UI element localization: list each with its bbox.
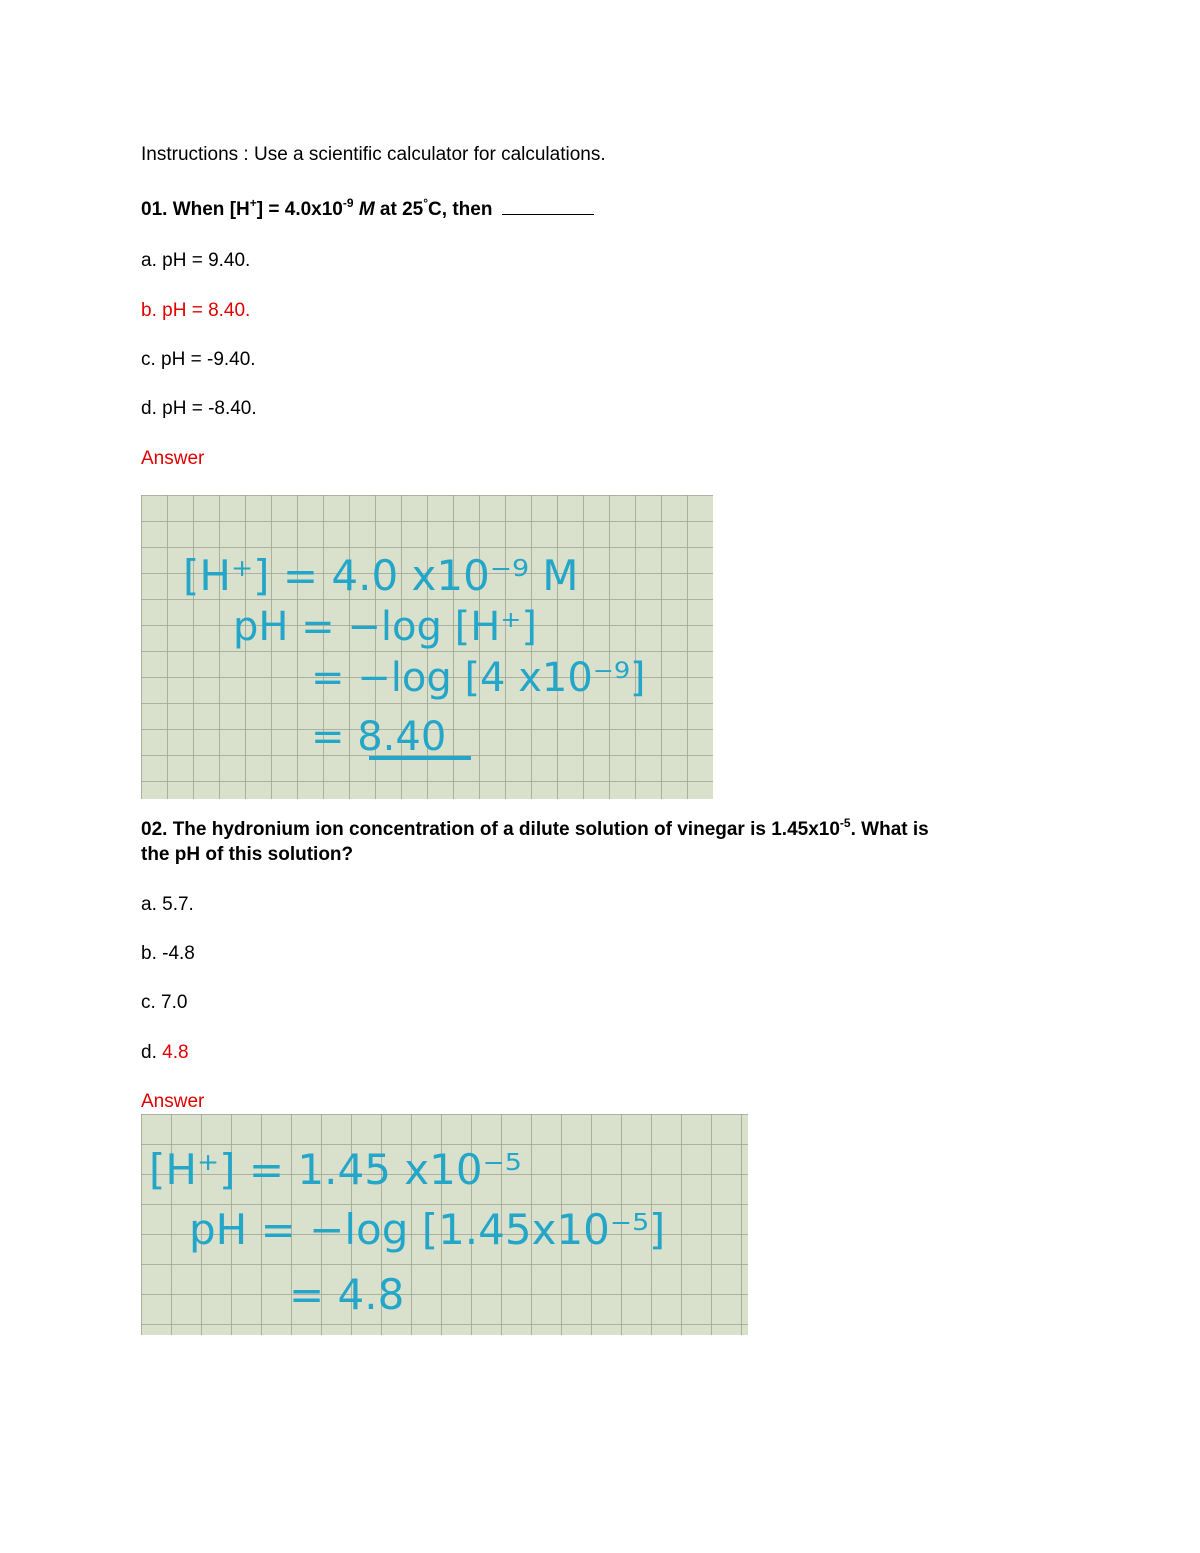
q2-option-d xyxy=(141,1041,189,1065)
q2-hw-line-2: pH = −log [1.45x10⁻⁵] xyxy=(189,1205,666,1254)
q1-stem-a: When [H xyxy=(172,199,250,220)
q2-handwritten-solution-photo xyxy=(141,1114,748,1335)
q1-degree: ° xyxy=(423,195,429,210)
q1-unit: M xyxy=(358,199,375,220)
q1-hw-line-1: [H⁺] = 4.0 x10⁻⁹ M xyxy=(183,551,579,600)
question-2-stem xyxy=(141,815,929,842)
q1-sup-exp: -9 xyxy=(342,195,354,210)
q1-answer-label: Answer xyxy=(141,448,205,469)
q1-hw-line-3: = −log [4 x10⁻⁹] xyxy=(311,655,646,701)
q1-stem-d: C, then xyxy=(428,199,493,220)
q2-number: 02. xyxy=(141,819,168,840)
question-2-stem-line2: the pH of this solution? xyxy=(141,844,354,865)
q2-option-a: a. 5.7. xyxy=(141,894,194,915)
q2-answer-label: Answer xyxy=(141,1091,205,1112)
q1-stem-b: ] = 4.0x10 xyxy=(256,199,343,220)
q2-hw-line-1: [H⁺] = 1.45 x10⁻⁵ xyxy=(149,1145,522,1194)
q2-stem-a: The hydronium ion concentration of a dilute solution of vinegar is 1.45x10 xyxy=(172,819,840,840)
q1-option-c: c. pH = -9.40. xyxy=(141,349,256,370)
q2-option-d-value: 4.8 xyxy=(162,1042,189,1063)
q1-sup-plus: + xyxy=(249,195,257,210)
q1-option-a: a. pH = 9.40. xyxy=(141,250,251,271)
q2-option-b: b. -4.8 xyxy=(141,943,195,964)
q2-sup-exp: -5 xyxy=(839,815,851,830)
q2-stem-b: . What is xyxy=(850,819,929,840)
q1-stem-c: at 25 xyxy=(379,199,424,220)
q1-hw-line-2: pH = −log [H⁺] xyxy=(233,604,538,650)
q1-option-d: d. pH = -8.40. xyxy=(141,398,257,419)
answer-blank xyxy=(502,198,594,215)
q1-option-b: b. pH = 8.40. xyxy=(141,300,251,321)
q2-option-c: c. 7.0 xyxy=(141,992,188,1013)
q2-option-d-prefix: d. xyxy=(141,1042,157,1063)
instructions-text: Instructions : Use a scientific calculator for calculations. xyxy=(141,144,606,165)
instructions xyxy=(141,143,606,167)
q1-number: 01. xyxy=(141,199,168,220)
q2-hw-line-3: = 4.8 xyxy=(289,1270,405,1319)
q1-hw-line-4: = 8.40 xyxy=(311,714,447,760)
q1-handwritten-solution-photo xyxy=(141,495,713,799)
question-1-stem xyxy=(141,195,594,222)
